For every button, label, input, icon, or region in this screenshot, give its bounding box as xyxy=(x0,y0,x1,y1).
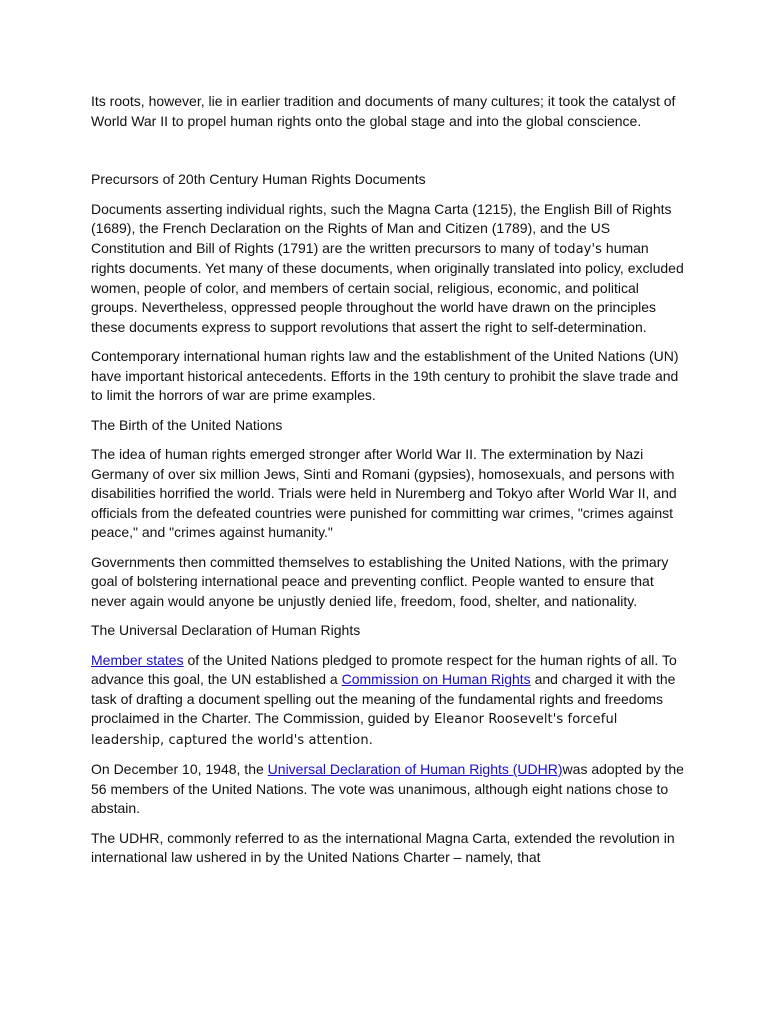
udhr-paragraph-2 xyxy=(91,760,686,819)
intro-paragraph: Its roots, however, lie in earlier tradition and documents of many cultures; it took the catalyst of World War II to propel human rights onto the global stage and into the global conscience. xyxy=(91,93,676,129)
udhr-p1-text-c: by Eleanor Roosevelt's forceful leadership, captured the world's attention. xyxy=(91,712,618,748)
section-heading-birth-un: The Birth of the United Nations xyxy=(91,416,283,433)
commission-on-human-rights-link[interactable]: Commission on Human Rights xyxy=(341,671,531,687)
section-heading-precursors: Precursors of 20th Century Human Rights Documents xyxy=(91,171,426,187)
precursors-p1-todays: today's xyxy=(554,241,603,257)
birth-paragraph-1: The idea of human rights emerged stronger after World War II. The extermination by Nazi Germany of over six million Jews, Sinti and Romani (gypsies), homosexuals, and persons with disabilities horrified the world. Trials were held in Nuremberg and Tokyo after World War II, and officials from the defeated countries were punished for committing war crimes, "crimes against peace," and "crimes against humanity." xyxy=(91,446,677,540)
udhr-paragraph-1 xyxy=(91,651,686,751)
precursors-p1-text-a: Documents asserting individual rights, such the Magna Carta (1215), the English Bill of Rights (1689), the French Declaration on the Rights of Man and Citizen (1789), and the US Constitution and Bill of Rights (1791) are the written precursors to many of xyxy=(91,200,672,256)
section-heading-udhr: The Universal Declaration of Human Rights xyxy=(91,622,361,638)
precursors-p1-text-b: human rights documents. Yet many of these documents, when originally translated into policy, excluded women, people of color, and members of certain social, religious, economic, and political groups. Nevertheless, oppressed people throughout the world have drawn on the principles these documents express to support revolutions that assert the right to self-determination. xyxy=(91,239,684,335)
member-states-link[interactable]: Member states xyxy=(91,651,184,668)
udhr-paragraph-3: The UDHR, commonly referred to as the international Magna Carta, extended the revolution in international law ushered in by the United Nations Charter – namely, that xyxy=(91,829,675,865)
precursors-paragraph-1 xyxy=(91,200,686,338)
udhr-link[interactable]: Universal Declaration of Human Rights (UDHR) xyxy=(267,761,563,777)
udhr-p2-text-a: On December 10, 1948, the xyxy=(91,761,268,777)
birth-paragraph-2: Governments then committed themselves to establishing the United Nations, with the primary goal of bolstering international peace and preventing conflict. People wanted to ensure that never again would anyone be unjustly denied life, freedom, food, shelter, and nationality. xyxy=(91,553,669,609)
udhr-p1-text-b: and charged it with the task of drafting a document spelling out the meaning of the fundamental rights and freedoms proclaimed in the Charter. The Commission, guided xyxy=(91,671,676,726)
document-body xyxy=(91,92,686,878)
udhr-p1-text-a: of the United Nations pledged to promote respect for the human rights of all. To advance this goal, the UN established a xyxy=(91,651,677,687)
precursors-paragraph-2: Contemporary international human rights law and the establishment of the United Nations (UN) have important historical antecedents. Efforts in the 19th century to prohibit the slave trade and to limit the horrors of war are prime examples. xyxy=(91,348,679,403)
udhr-p2-text-b: was adopted by the 56 members of the United Nations. The vote was unanimous, although eight nations chose to abstain. xyxy=(91,761,684,816)
